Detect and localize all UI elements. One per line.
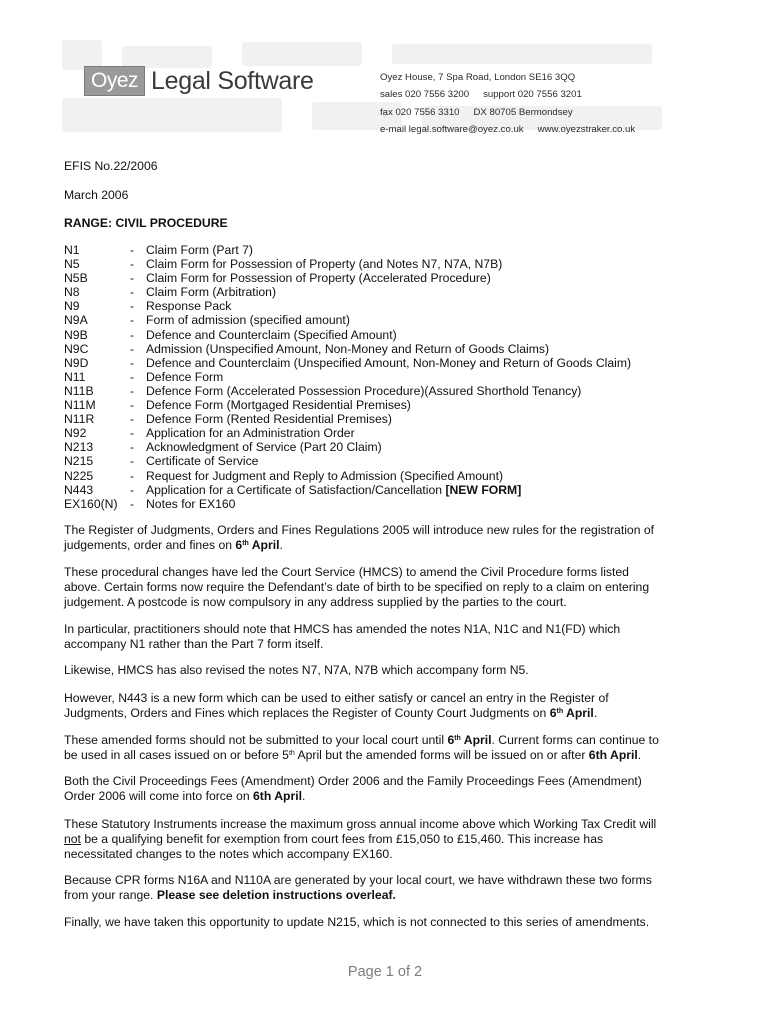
text-line: Finally, we have taken this opportunity to update N215, which is not connected to this series of amendments. bbox=[64, 915, 650, 929]
separator: - bbox=[130, 412, 135, 427]
form-code: N9D bbox=[64, 355, 89, 370]
new-form-tag: [NEW FORM] bbox=[445, 482, 522, 497]
separator: - bbox=[130, 313, 135, 328]
text-line: accompany N1 rather than the Part 7 form itself. bbox=[64, 637, 324, 652]
separator: - bbox=[130, 341, 135, 356]
text-run: April bbox=[248, 538, 280, 553]
form-description: Claim Form for Possession of Property (and Notes N7, N7A, N7B) bbox=[146, 257, 503, 272]
text-line bbox=[64, 748, 714, 763]
separator: - bbox=[130, 285, 135, 300]
forms-list bbox=[64, 243, 631, 511]
text-line bbox=[64, 789, 714, 804]
text-line bbox=[64, 538, 714, 553]
range-heading: RANGE: CIVIL PROCEDURE bbox=[64, 216, 228, 230]
form-code: N11B bbox=[64, 383, 94, 398]
website: www.oyezstraker.co.uk bbox=[537, 123, 636, 135]
text-run: 6th April bbox=[588, 748, 638, 763]
text-run: April but the amended forms will be issued on or after bbox=[294, 748, 589, 763]
form-description: Claim Form (Arbitration) bbox=[146, 285, 277, 300]
form-description: Defence Form bbox=[146, 369, 224, 384]
text-run: April bbox=[460, 733, 492, 747]
list-item bbox=[64, 469, 631, 483]
separator: - bbox=[130, 271, 135, 286]
list-item bbox=[64, 356, 631, 370]
paragraph-fees-orders bbox=[64, 774, 714, 804]
logo-mark: Oyez bbox=[84, 66, 145, 96]
form-description: Response Pack bbox=[146, 299, 232, 314]
separator: - bbox=[130, 454, 135, 469]
paragraph-practitioners bbox=[64, 622, 714, 652]
text-line: necessitated changes to the notes which accompany EX160. bbox=[64, 847, 393, 862]
superscript: th bbox=[288, 750, 295, 758]
text-run: These amended forms should not be submitted to your local court until bbox=[64, 733, 448, 747]
list-item bbox=[64, 398, 631, 412]
paragraph-register bbox=[64, 523, 714, 553]
form-code: N9A bbox=[64, 313, 88, 328]
form-description: Notes for EX160 bbox=[146, 496, 236, 511]
page-number: Page 1 of 2 bbox=[347, 964, 423, 980]
text-run: 6 bbox=[549, 706, 557, 721]
dx-number: DX 80705 Bermondsey bbox=[473, 106, 573, 118]
text-line bbox=[64, 706, 714, 721]
separator: - bbox=[130, 243, 135, 257]
list-item bbox=[64, 440, 631, 454]
separator: - bbox=[130, 257, 135, 272]
separator: - bbox=[130, 398, 135, 413]
form-code: N9B bbox=[64, 327, 88, 342]
text-run: . bbox=[637, 748, 642, 763]
sales-phone: sales 020 7556 3200 bbox=[380, 89, 470, 101]
superscript: th bbox=[556, 708, 564, 716]
text-run: . Current forms can continue to bbox=[491, 733, 659, 747]
text-line bbox=[64, 733, 714, 748]
text-line: These procedural changes have led the Court Service (HMCS) to amend the Civil Procedure forms listed bbox=[64, 565, 629, 579]
text-line bbox=[64, 888, 714, 903]
separator: - bbox=[130, 355, 135, 370]
email-line bbox=[380, 121, 635, 138]
logo-wordmark: Legal Software bbox=[151, 66, 314, 95]
phone-line bbox=[380, 86, 635, 103]
list-item bbox=[64, 313, 631, 327]
text-line: judgement. A postcode is now compulsory in any address supplied by the parties to the court. bbox=[64, 595, 567, 610]
text-run: be a qualifying benefit for exemption from court fees from £15,050 to £15,460. This increase has bbox=[80, 832, 604, 847]
separator: - bbox=[130, 426, 135, 441]
form-description: Defence and Counterclaim (Specified Amount) bbox=[146, 327, 397, 342]
list-item bbox=[64, 483, 631, 497]
list-item bbox=[64, 328, 631, 342]
list-item bbox=[64, 299, 631, 313]
form-description: Form of admission (specified amount) bbox=[146, 313, 350, 328]
form-code: N8 bbox=[64, 285, 80, 300]
form-code: N11M bbox=[64, 398, 96, 413]
form-code: N11R bbox=[64, 412, 95, 427]
text-line bbox=[64, 832, 714, 847]
paragraph-procedural-changes bbox=[64, 565, 714, 611]
list-item bbox=[64, 384, 631, 398]
paragraph-n443 bbox=[64, 691, 714, 721]
form-description: Defence Form (Rented Residential Premises) bbox=[146, 412, 392, 427]
form-code: N443 bbox=[64, 482, 94, 497]
text-line: Because CPR forms N16A and N110A are generated by your local court, we have withdrawn these two forms bbox=[64, 873, 652, 887]
list-item bbox=[64, 412, 631, 426]
superscript: th bbox=[454, 735, 461, 742]
separator: - bbox=[130, 327, 135, 342]
form-description-text: Application for a Certificate of Satisfaction/Cancellation bbox=[146, 482, 443, 497]
form-code: N225 bbox=[64, 468, 94, 483]
text-line: Both the Civil Proceedings Fees (Amendment) Order 2006 and the Family Proceedings Fees (Amendment) bbox=[64, 774, 642, 788]
letterhead-contact bbox=[380, 69, 635, 138]
separator: - bbox=[130, 383, 135, 398]
form-description: Claim Form (Part 7) bbox=[146, 243, 253, 257]
text-run: Please see deletion instructions overleaf. bbox=[156, 888, 396, 903]
paragraph-statutory-instruments bbox=[64, 817, 714, 863]
form-description bbox=[146, 483, 521, 497]
list-item bbox=[64, 497, 631, 511]
address-line: Oyez House, 7 Spa Road, London SE16 3QQ bbox=[380, 72, 576, 83]
email-address: e-mail legal.software@oyez.co.uk bbox=[380, 123, 524, 135]
text-line: above. Certain forms now require the Defendant’s date of birth to be specified on reply to a claim on entering bbox=[64, 580, 650, 595]
text-run: Judgments, Orders and Fines which replaces the Register of County Court Judgments on bbox=[64, 706, 550, 721]
text-run: Order 2006 will come into force on bbox=[64, 789, 253, 804]
text-run: not bbox=[64, 832, 81, 847]
separator: - bbox=[130, 299, 135, 314]
form-code: EX160(N) bbox=[64, 496, 118, 511]
list-item bbox=[64, 342, 631, 356]
separator: - bbox=[130, 369, 135, 384]
text-run: from your range. bbox=[64, 888, 157, 903]
separator: - bbox=[130, 440, 135, 455]
support-phone: support 020 7556 3201 bbox=[483, 89, 582, 101]
text-line: In particular, practitioners should note that HMCS has amended the notes N1A, N1C and N1(FD) which bbox=[64, 622, 621, 636]
form-code: N92 bbox=[64, 426, 87, 441]
fax-line bbox=[380, 104, 635, 121]
list-item bbox=[64, 243, 631, 257]
text-run: judgements, order and fines on bbox=[64, 538, 236, 553]
separator: - bbox=[130, 496, 135, 511]
form-code: N1 bbox=[64, 243, 80, 257]
text-line: The Register of Judgments, Orders and Fines Regulations 2005 will introduce new rules for the registration of bbox=[64, 523, 655, 537]
list-item bbox=[64, 426, 631, 440]
form-code: N9C bbox=[64, 341, 89, 356]
form-code: N5 bbox=[64, 257, 80, 272]
fax-number: fax 020 7556 3310 bbox=[380, 106, 460, 118]
document-date: March 2006 bbox=[64, 188, 129, 202]
paragraph-cpr-forms bbox=[64, 873, 714, 903]
form-code: N11 bbox=[64, 369, 86, 384]
form-description: Request for Judgment and Reply to Admission (Specified Amount) bbox=[146, 468, 504, 483]
paragraph-finally bbox=[64, 915, 714, 930]
list-item bbox=[64, 271, 631, 285]
form-description: Defence Form (Mortgaged Residential Premises) bbox=[146, 398, 411, 413]
form-description: Claim Form for Possession of Property (Accelerated Procedure) bbox=[146, 271, 491, 286]
paragraph-revised-notes bbox=[64, 663, 714, 678]
list-item bbox=[64, 257, 631, 271]
form-description: Defence and Counterclaim (Unspecified Amount, Non-Money and Return of Goods Claim) bbox=[146, 355, 632, 370]
form-description: Admission (Unspecified Amount, Non-Money and Return of Goods Claims) bbox=[146, 341, 550, 356]
form-description: Application for an Administration Order bbox=[146, 426, 355, 441]
form-description: Certificate of Service bbox=[146, 454, 259, 469]
document-reference: EFIS No.22/2006 bbox=[64, 159, 158, 173]
form-code: N213 bbox=[64, 440, 94, 455]
text-run: 6 bbox=[235, 538, 243, 553]
text-run: 6 bbox=[447, 733, 455, 747]
text-line: Likewise, HMCS has also revised the notes N7, N7A, N7B which accompany form N5. bbox=[64, 663, 529, 677]
form-code: N9 bbox=[64, 299, 80, 314]
separator: - bbox=[130, 482, 135, 497]
list-item bbox=[64, 454, 631, 468]
form-code: N5B bbox=[64, 271, 88, 286]
text-run: . bbox=[279, 538, 283, 553]
text-run: April bbox=[563, 706, 594, 721]
text-run: 6th April bbox=[253, 789, 302, 804]
separator: - bbox=[130, 468, 135, 483]
list-item bbox=[64, 370, 631, 384]
text-run: be used in all cases issued on or before 5 bbox=[64, 748, 289, 763]
text-run: . bbox=[593, 706, 598, 721]
list-item bbox=[64, 285, 631, 299]
form-description: Acknowledgment of Service (Part 20 Claim) bbox=[146, 440, 382, 455]
text-run: . bbox=[301, 789, 306, 804]
paragraph-submission-dates bbox=[64, 733, 714, 763]
form-description: Defence Form (Accelerated Possession Procedure)(Assured Shorthold Tenancy) bbox=[146, 383, 582, 398]
text-line: However, N443 is a new form which can be used to either satisfy or cancel an entry in the Register of bbox=[64, 691, 609, 705]
superscript: th bbox=[242, 540, 249, 548]
form-code: N215 bbox=[64, 454, 94, 469]
text-line: These Statutory Instruments increase the maximum gross annual income above which Working Tax Credit will bbox=[64, 817, 657, 831]
oyez-logo bbox=[84, 66, 314, 96]
